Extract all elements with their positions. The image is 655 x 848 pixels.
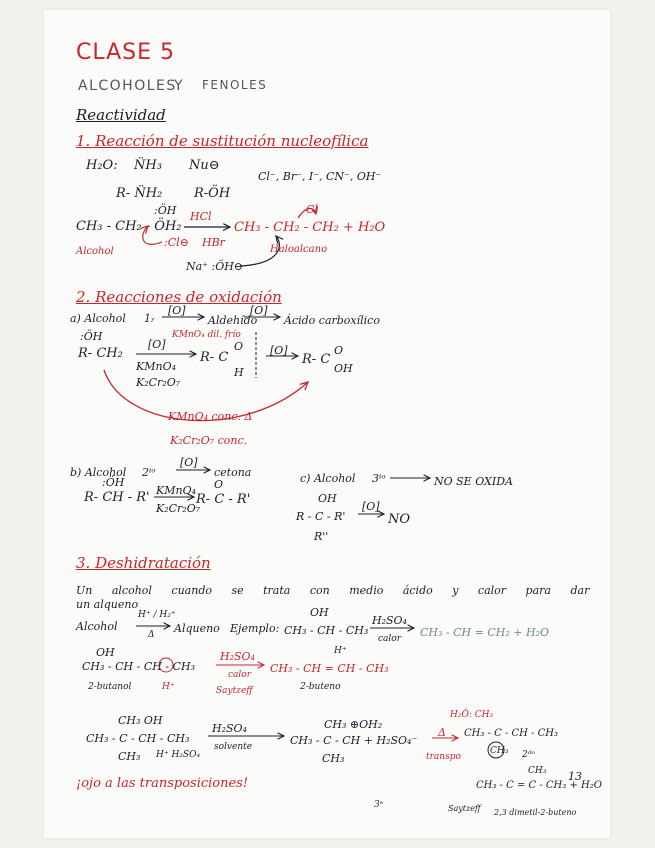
s3-ex3-final: CH₃ - C = C - CH₃ + H₂O [476, 780, 602, 791]
s3-ex2-oh: OH [96, 646, 115, 659]
s2a-acid: Ácido carboxílico [284, 314, 380, 327]
nucleophile-rnh2: R- N̈H₂ [116, 186, 163, 201]
nucleophile-roh: R-ÖH [194, 186, 231, 201]
section-1-heading: 1. Reacción de sustitución nucleofílica [76, 132, 369, 150]
s2b-label: b) Alcohol [70, 466, 127, 479]
s2a-aldehyde-formula: R- C [200, 350, 229, 365]
s1-curved-arrow-oh [143, 226, 162, 244]
s1-reagent-hcl: HCl [190, 210, 212, 223]
s3-ex1-oh: OH [310, 606, 329, 619]
s3-ex3-cond: solvente [214, 742, 253, 752]
page-title: CLASE 5 [76, 40, 176, 65]
page-number: 13 [568, 770, 582, 783]
subtitle-y: Y [174, 78, 185, 94]
s2a-label: a) Alcohol [70, 312, 126, 325]
s2a-reactant: R- CH₂ [78, 346, 123, 361]
s1-reactant: CH₃ - CH₂ - ÖH₂ [76, 219, 182, 234]
notebook-page [44, 10, 610, 838]
s1-oh-label: :ÖH [154, 204, 177, 217]
s2a-acid-oh: OH [334, 362, 353, 375]
s2a-oh: :ÖH [80, 330, 103, 343]
sodium-hydroxide: Na⁺ :ÖH⊖ [186, 260, 244, 273]
s3-ex3-secondary: 2ᵈᵒ [522, 750, 535, 760]
s3-ex1-h: H⁺ [334, 646, 347, 656]
s2a-ox1: [O] [168, 304, 186, 317]
s1-curved-arrow-cl [298, 208, 316, 218]
s2c-label: c) Alcohol [300, 472, 356, 485]
s3-ex2-rule: Saytzeff [216, 686, 253, 696]
subtitle-alcoholes: ALCOHOLES [78, 78, 177, 94]
s3-ex3-rule: Saytzeff [448, 804, 481, 813]
s2a-ald-o: O [234, 340, 244, 353]
s2c-order: 3ⁱᵒ [372, 472, 386, 485]
s3-scheme-cond-bottom: Δ [148, 630, 155, 640]
s2b-oh: :ÖH [102, 476, 125, 489]
s3-ex1-product: CH₃ - CH = CH₂ + H₂O [420, 626, 549, 639]
s2a-conc-k2cr2o7: K₂Cr₂O₇ conc. [170, 434, 248, 447]
s3-ex1-cond: calor [378, 634, 402, 644]
s3-scheme-cond-top: H⁺ / H₂⁺ [138, 610, 176, 620]
s3-ex3-carbocation: CH₃ - C - CH - CH₃ [464, 728, 558, 739]
s3-ex3-reagent: H₂SO₄ [212, 722, 247, 735]
s3-example-label: Ejemplo: [230, 622, 280, 635]
section-2-heading: 2. Reacciones de oxidación [76, 288, 282, 306]
s1-product: CH₃ - CH₂ - CH₂ + H₂O [234, 220, 386, 235]
s2a-ald-h: H [234, 366, 244, 379]
s3-description-2: un alqueno [76, 598, 139, 611]
s3-description-1: Un alcohol cuando se trata con medio ácido y calor para dar [76, 584, 590, 597]
s2a-order: 1ᵣ [144, 312, 155, 325]
s1-curved-arrow-na [240, 236, 279, 266]
s2a-kmno4: KMnO₄ [136, 360, 176, 373]
s3-ex3-h: H⁺ H₂SO₄ [156, 750, 201, 760]
s3-ex3-intermediate: CH₃ - C - CH + H₂SO₄⁻ [290, 734, 418, 747]
s2a-ox2: [O] [250, 304, 268, 317]
s3-ex2-name-reactant: 2-butanol [88, 682, 132, 692]
s2b-ketone: cetona [214, 466, 252, 479]
s2b-reactant: R- CH - R' [84, 490, 150, 505]
s3-ex3-carbo-top: H₂Ö: CH₃ [450, 710, 494, 720]
s2a-conc-curve [104, 370, 308, 421]
s3-ex2-name-product: 2-buteno [300, 682, 341, 692]
s2b-k2cr2o7: K₂Cr₂O₇ [156, 502, 201, 515]
s2c-no: NO [388, 512, 411, 527]
s2b-kmno4: KMnO₄ [156, 484, 196, 497]
nucleophile-nh3: N̈H₃ [134, 158, 162, 173]
s3-ex3-delta: Δ [438, 726, 446, 739]
nucleophile-h2o: H₂O: [86, 158, 118, 173]
s3-ex2-h: H⁺ [162, 682, 175, 692]
s2a-k2cr2o7: K₂Cr₂O₇ [136, 376, 181, 389]
s2a-kmno4-dil: KMnO₄ dil. frío [172, 330, 241, 340]
s3-ex1-reactant: CH₃ - CH - CH₃ [284, 624, 369, 637]
subtitle-fenoles: FENOLES [202, 78, 268, 92]
s2b-ox: [O] [180, 456, 198, 469]
s3-ex3-name: 2,3 dimetil-2-buteno [494, 808, 577, 817]
s2c-reactant: R - C - R' [296, 510, 346, 523]
s2c-r2: R'' [314, 530, 329, 543]
s3-ex3-tertiary: 3ᵉ [374, 800, 384, 810]
s2c-result: NO SE OXIDA [434, 475, 513, 488]
nucleophile-nu: Nu⊖ [189, 158, 220, 173]
s3-ex2-reagent: H₂SO₄ [220, 650, 255, 663]
s3-ex3-carbo-bottom: CH₃ [490, 746, 509, 756]
s2a-acid-formula: R- C [302, 352, 331, 367]
s2a-conc-kmno4: KMnO₄ conc. Δ [168, 410, 253, 423]
s3-ex3-final-top: CH₃ [528, 766, 547, 776]
handwritten-arrows [44, 10, 610, 838]
s1-product-cl: Cl [306, 203, 318, 216]
s3-ex2-reactant: CH₃ - CH - CH - CH₃ [82, 660, 195, 673]
s3-ex3-top: CH₃ OH [118, 714, 163, 727]
s2a-acid-o: O [334, 344, 344, 357]
s3-ex3-int-bottom: CH₃ [322, 752, 345, 765]
s3-ex3-int-top: CH₃ ⊕OH₂ [324, 718, 383, 731]
s1-cl-ion: :Cl⊖ [164, 236, 189, 249]
topic-reactividad: Reactividad [76, 106, 166, 124]
s3-ex3-bottom: CH₃ [118, 750, 141, 763]
s3-ex2-circle [159, 658, 173, 672]
s3-ex3-reactant: CH₃ - C - CH - CH₃ [86, 732, 190, 745]
s3-ex2-product: CH₃ - CH = CH - CH₃ [270, 662, 389, 675]
s2c-ox: [O] [362, 500, 380, 513]
s3-ex1-reagent: H₂SO₄ [372, 614, 407, 627]
s3-ex3-circle [488, 742, 504, 758]
s2a-aldehyde: Aldehído [208, 314, 258, 327]
halide-list: Cl⁻, Br⁻, I⁻, CN⁻, OH⁻ [258, 170, 382, 183]
alcohol-label: Alcohol [76, 246, 114, 257]
s3-ex3-rearrangement: transpo [426, 752, 461, 762]
s2b-order: 2ⁱᵒ [142, 466, 156, 479]
transposition-warning: ¡ojo a las transposiciones! [76, 776, 249, 791]
s3-ex2-cond: calor [228, 670, 252, 680]
s2b-product: R- C - R' [196, 492, 251, 507]
s2a-ox4: [O] [270, 344, 288, 357]
s2c-oh: OH [318, 492, 337, 505]
s2b-product-o: O [214, 478, 224, 491]
s1-reagent-hbr: HBr [202, 236, 225, 249]
s2a-ox3: [O] [148, 338, 166, 351]
s3-scheme-alkene: Alqueno [174, 622, 220, 635]
haloalkane-label: Haloalcano [270, 244, 328, 255]
s3-scheme-alcohol: Alcohol [76, 620, 118, 633]
section-3-heading: 3. Deshidratación [76, 554, 211, 572]
